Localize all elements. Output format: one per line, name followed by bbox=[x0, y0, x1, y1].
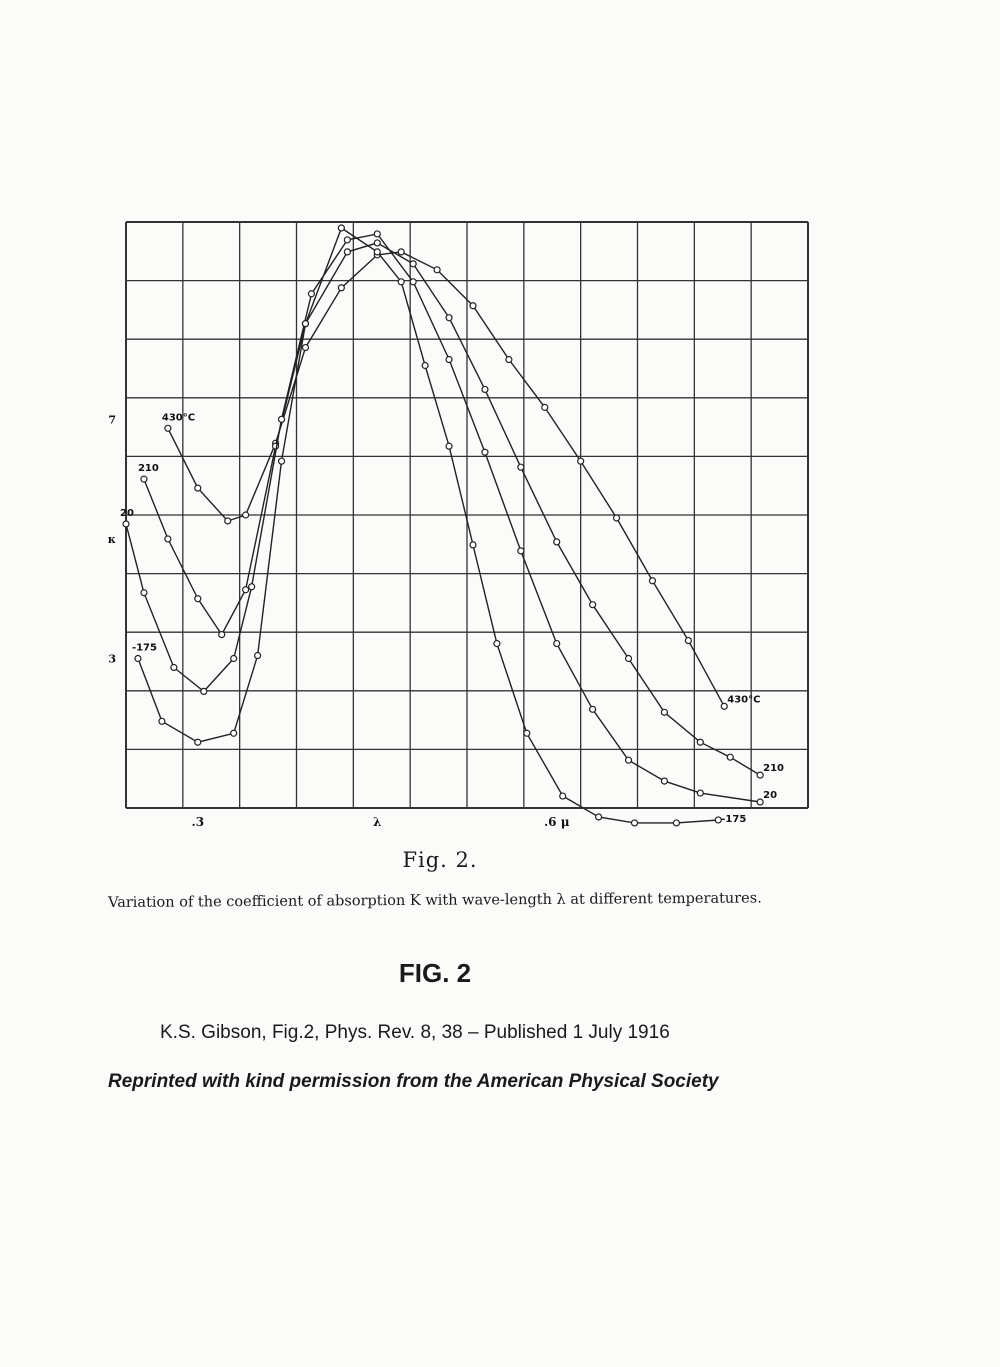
data-point bbox=[506, 357, 512, 363]
x-tick-label: λ bbox=[373, 815, 382, 829]
data-point bbox=[135, 656, 141, 662]
data-point bbox=[201, 688, 207, 694]
data-point bbox=[231, 730, 237, 736]
data-point bbox=[243, 587, 249, 593]
y-tick-label: 7 bbox=[108, 413, 116, 427]
data-point bbox=[255, 653, 261, 659]
data-point bbox=[219, 632, 225, 638]
series-start-label: 430°C bbox=[161, 412, 196, 424]
data-point bbox=[374, 240, 380, 246]
data-point bbox=[632, 820, 638, 826]
figure-label: Fig. 2. bbox=[402, 848, 478, 872]
data-point bbox=[446, 315, 452, 321]
series-start-label: 20 bbox=[120, 507, 134, 519]
data-point bbox=[434, 267, 440, 273]
citation: K.S. Gibson, Fig.2, Phys. Rev. 8, 38 – Published 1 July 1916 bbox=[160, 1022, 670, 1043]
data-point bbox=[470, 542, 476, 548]
series-start-label: -175 bbox=[131, 642, 157, 654]
y-tick-label: κ bbox=[107, 532, 116, 546]
series-line bbox=[144, 243, 760, 775]
figure-caption: Variation of the coefficient of absorption K with wave-length λ at different temperatures. bbox=[108, 890, 762, 911]
data-point bbox=[302, 345, 308, 351]
data-point bbox=[231, 656, 237, 662]
data-point bbox=[590, 602, 596, 608]
data-point bbox=[398, 249, 404, 255]
data-point bbox=[195, 485, 201, 491]
data-point bbox=[374, 249, 380, 255]
y-tick-label: 3 bbox=[108, 652, 116, 666]
data-point bbox=[195, 596, 201, 602]
data-point bbox=[697, 790, 703, 796]
data-point bbox=[560, 793, 566, 799]
data-point bbox=[518, 464, 524, 470]
data-point bbox=[243, 512, 249, 518]
data-point bbox=[344, 237, 350, 243]
data-point bbox=[410, 279, 416, 285]
x-tick-label: .3 bbox=[191, 815, 205, 829]
series-start-label: 210 bbox=[137, 463, 159, 475]
chart-labels bbox=[108, 412, 784, 829]
data-point bbox=[697, 739, 703, 745]
data-point bbox=[171, 664, 177, 670]
series-end-label: 210 bbox=[763, 763, 785, 775]
data-point bbox=[165, 425, 171, 431]
data-point bbox=[159, 718, 165, 724]
data-point bbox=[673, 820, 679, 826]
data-point bbox=[279, 416, 285, 422]
data-point bbox=[626, 757, 632, 763]
data-point bbox=[141, 476, 147, 482]
data-point bbox=[727, 754, 733, 760]
fig-title: FIG. 2 bbox=[398, 958, 472, 988]
data-point bbox=[482, 449, 488, 455]
data-point bbox=[661, 709, 667, 715]
chart-grid bbox=[126, 222, 808, 808]
series-line bbox=[138, 228, 718, 823]
data-point bbox=[165, 536, 171, 542]
data-point bbox=[518, 548, 524, 554]
data-point bbox=[578, 458, 584, 464]
data-point bbox=[302, 321, 308, 327]
data-point bbox=[446, 357, 452, 363]
data-point bbox=[225, 518, 231, 524]
data-point bbox=[649, 578, 655, 584]
data-point bbox=[524, 730, 530, 736]
x-tick-label: .6 μ bbox=[543, 815, 570, 829]
series-end-label: 430°C bbox=[727, 694, 761, 706]
reprint-notice: Reprinted with kind permission from the American Physical Society bbox=[108, 1071, 719, 1092]
data-point bbox=[398, 279, 404, 285]
data-point bbox=[470, 303, 476, 309]
data-point bbox=[542, 404, 548, 410]
data-point bbox=[279, 458, 285, 464]
data-point bbox=[446, 443, 452, 449]
data-point bbox=[614, 515, 620, 521]
data-point bbox=[410, 261, 416, 267]
data-point bbox=[141, 590, 147, 596]
chart-series bbox=[123, 225, 763, 826]
data-point bbox=[596, 814, 602, 820]
data-point bbox=[554, 641, 560, 647]
series-line bbox=[126, 234, 760, 802]
data-point bbox=[195, 739, 201, 745]
series-line bbox=[168, 252, 724, 706]
data-point bbox=[123, 521, 129, 527]
data-point bbox=[338, 225, 344, 231]
data-point bbox=[494, 641, 500, 647]
data-point bbox=[422, 363, 428, 369]
data-point bbox=[338, 285, 344, 291]
data-point bbox=[590, 706, 596, 712]
data-point bbox=[661, 778, 667, 784]
data-point bbox=[344, 249, 350, 255]
data-point bbox=[685, 638, 691, 644]
data-point bbox=[482, 386, 488, 392]
series-end-label: -175 bbox=[721, 813, 747, 825]
data-point bbox=[626, 656, 632, 662]
data-point bbox=[374, 231, 380, 237]
data-point bbox=[554, 539, 560, 545]
data-point bbox=[308, 291, 314, 297]
series-end-label: 20 bbox=[763, 790, 778, 802]
data-point bbox=[249, 584, 255, 590]
